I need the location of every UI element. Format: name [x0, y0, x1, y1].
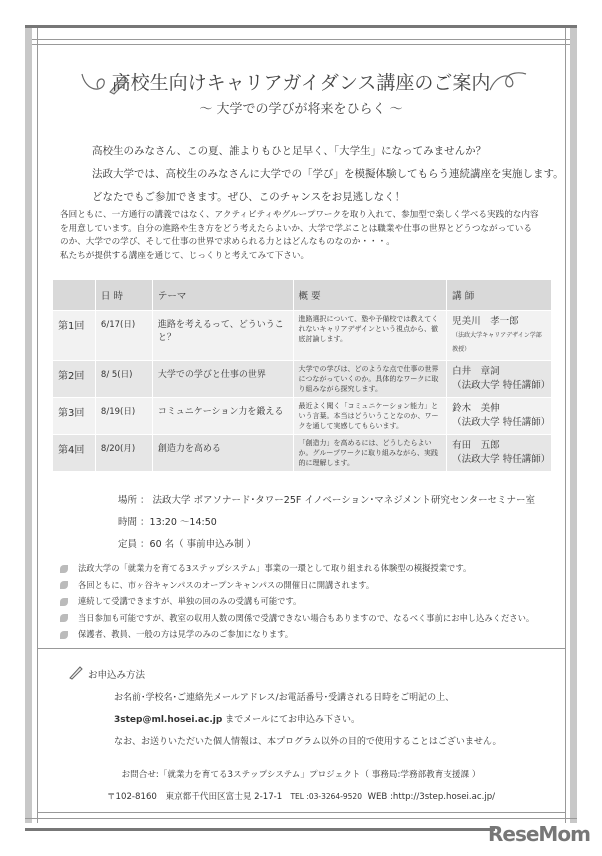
list-item [60, 577, 534, 594]
time: 時間 ：13:20 ～14:50 [118, 517, 217, 528]
list-item [60, 560, 534, 577]
table-row [53, 435, 552, 472]
description-line: 各回ともに、一方通行の講義ではなく、アクティビティやグループワークを取り入れて、参加型で楽しく学べる実践的な内容 [60, 210, 539, 220]
session-summary: 大学での学びは、どのような点で仕事の世界につながっていくのか。具体的なワークに取り組みながら探究します。 [293, 361, 447, 398]
session-date: 8/20(月) [95, 435, 152, 472]
lecturer-name: 有田 五郎 [452, 440, 500, 451]
intro-line: 法政大学では、高校生のみなさんに大学での「学び」を模擬体験してもらう連続講座を実施します。 [92, 168, 564, 180]
phone: TEL :03-3264-9520 [290, 792, 362, 801]
table-row [53, 398, 552, 435]
session-theme: 創造力を高める [152, 435, 293, 472]
session-no: 第4回 [53, 435, 96, 472]
session-theme: 進路を考えるって、どういうこと？ [152, 311, 293, 361]
note-text: 連続して受講できますが、単独の回のみの受講も可能です。 [78, 596, 302, 606]
session-date: 8/19(日) [95, 398, 152, 435]
session-summary: 「創造力」を高めるには、どうしたらよいか。グループワークに取り組みながら、実践的に理解します。 [293, 435, 447, 472]
session-no: 第3回 [53, 398, 96, 435]
contact-line: お問合せ:「就業力を育てる3ステップシステム」プロジェクト（ 事務局:学務部教育支援課 ） [121, 770, 481, 780]
page-subtitle: ～ 大学での学びが将来をひらく ～ [199, 102, 403, 117]
frame-bottom [25, 828, 495, 831]
session-lecturer [447, 311, 552, 361]
page-title: 高校生向けキャリアガイダンス講座のご案内 [111, 72, 491, 94]
lecturer-affiliation: （法政大学キャリアデザイン学部教授） [452, 332, 542, 353]
session-summary: 進路選択について、塾や予備校では教えてくれないキャリアデザインという視点から、徹底討論します。 [293, 311, 447, 361]
lecturer-name: 児美川 孝一郎 [452, 316, 519, 327]
note-text: 各回ともに、市ヶ谷キャンパスのオープンキャンパスの開催日に開講されます。 [78, 579, 375, 590]
note-text: 保護者、教員、一般の方は見学のみのご参加になります。 [78, 629, 294, 639]
frame-line-right [565, 28, 566, 823]
schedule-table [52, 279, 552, 472]
table-row [53, 311, 552, 361]
session-summary: 最近よく聞く「コミュニケーション能力」という言葉。本当はどういうことなのか、ワークを通して実感してもらいます。 [293, 398, 447, 435]
note-text: 当日参加も可能ですが、教室の収用人数の関係で受講できない場合もありますので、なるべく事前にお申し込みください。 [78, 612, 535, 623]
resemom-logo: ReseMom [488, 822, 590, 846]
session-theme: コミュニケーション力を鍛える [152, 398, 293, 435]
frame-band-left [25, 28, 32, 823]
table-row [53, 361, 552, 398]
notes-list [60, 560, 534, 643]
session-lecturer [447, 398, 552, 435]
frame-top [25, 25, 577, 28]
frame-band-right [570, 28, 577, 823]
application-heading: お申込み方法 [88, 670, 146, 681]
frame-line [25, 39, 577, 40]
description-line: を用意しています。自分の進路や生き方をどう考えたらよいか、大学で学ぶことは職業や仕事の世界とどうつながっている [60, 223, 532, 234]
website-link[interactable]: WEB :http://3step.hosei.ac.jp/ [367, 792, 496, 802]
contact-info [0, 764, 602, 808]
application-text [114, 687, 501, 753]
list-item [60, 626, 534, 643]
frame-line [25, 818, 577, 819]
header-cell: 講 師 [447, 280, 552, 311]
header-cell [53, 280, 96, 311]
place: 場所 ： 法政大学 ボアソナード･タワー25F イノベーション･マネジメント研究センターセミナー室 [118, 495, 535, 506]
intro-line: 高校生のみなさん、この夏、誰よりもひと足早く、「大学生」になってみませんか？ [92, 145, 487, 157]
session-date: 8/ 5(日) [95, 361, 152, 398]
leaf-bullet-icon [60, 631, 68, 639]
table-header [53, 280, 552, 311]
leaf-bullet-icon [60, 598, 68, 606]
session-no: 第1回 [53, 311, 96, 361]
header-cell: 日 時 [95, 280, 152, 311]
session-theme: 大学での学びと仕事の世界 [152, 361, 293, 398]
header-cell: 概 要 [293, 280, 447, 311]
pencil-icon [68, 664, 84, 680]
description [60, 209, 560, 263]
address: 〒102-8160 東京都千代田区富士見 2-17-1 [106, 792, 283, 802]
description-line: 私たちが提供する講座を通じて、じっくりと考えてみて下さい。 [60, 250, 310, 261]
session-date: 6/17(日) [95, 311, 152, 361]
intro-text [92, 140, 564, 209]
note-text: 法政大学の「就業力を育てる3ステップシステム」事業の一環として取り組まれる体験型の模擬授業です。 [78, 563, 472, 573]
list-item [60, 610, 534, 627]
session-lecturer [447, 435, 552, 472]
leaf-bullet-icon [60, 614, 68, 622]
session-no: 第2回 [53, 361, 96, 398]
list-item [60, 593, 534, 610]
apply-line: までメールにてお申込み下さい。 [222, 715, 360, 725]
leaf-bullet-icon [60, 565, 68, 573]
frame-line [25, 44, 577, 45]
apply-line: なお、お送りいただいた個人情報は、本プログラム以外の目的で使用することはございません。 [114, 737, 502, 747]
email-link[interactable]: 3step@ml.hosei.ac.jp [114, 715, 223, 725]
lecturer-affiliation: （法政大学 特任講師） [452, 380, 551, 391]
lecturer-name: 白井 章詞 [452, 366, 500, 377]
leaf-bullet-icon [60, 581, 68, 589]
intro-line: どなたでもご参加できます。ぜひ、このチャンスをお見逃しなく！ [92, 191, 406, 203]
lecturer-affiliation: （法政大学 特任講師） [452, 454, 551, 465]
session-lecturer [447, 361, 552, 398]
lecturer-name: 鈴木 美伸 [452, 403, 500, 414]
header-cell: テーマ [152, 280, 293, 311]
event-info [118, 490, 535, 556]
apply-line: お名前･学校名･ご連絡先メールアドレス/お電話番号･受講される日時をご明記の上、 [114, 693, 455, 703]
capacity: 定員 ：60 名（ 事前申込み制 ） [118, 539, 257, 550]
lecturer-affiliation: （法政大学 特任講師） [452, 417, 551, 428]
description-line: のか、大学での学び、そして仕事の世界で求められる力とはどんなものなのか・・・。 [60, 237, 395, 248]
